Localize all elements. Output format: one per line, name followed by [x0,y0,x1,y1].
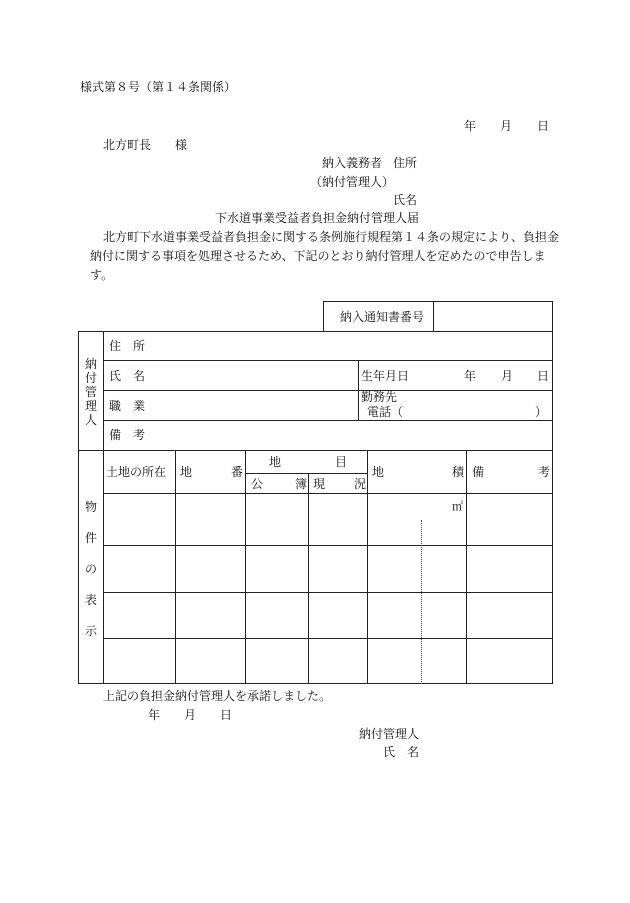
property-cell[interactable] [309,593,366,637]
category-subheader-line [245,473,367,474]
body-line-1: 北方町下水道事業受益者負担金に関する条例施行規程第１４条の規定により、負担金 [103,230,560,244]
col-notes-b: 考 [538,465,551,479]
property-cell[interactable] [467,494,552,544]
col-location: 土地の所在 [106,465,167,479]
col-actual-b: 況 [354,477,367,491]
area-unit: ㎡ [452,500,463,513]
agent-mid-divider [358,360,359,420]
property-label-char: 物 [85,500,98,514]
property-cell[interactable] [467,593,552,637]
agent-label-char: 納 [85,357,98,371]
property-cell[interactable] [467,546,552,591]
property-cell[interactable] [104,593,174,637]
col-lot-a: 地 [180,465,193,479]
property-label-char: 表 [85,593,98,607]
workplace-label: 勤務先 [361,390,398,404]
col-category-a: 地 [269,455,282,469]
property-cell[interactable] [368,494,465,544]
property-cell[interactable] [368,546,465,591]
birthdate-year: 年 [464,369,477,383]
property-cell[interactable] [309,546,366,591]
phone-close: ） [535,405,548,419]
property-label-char: の [85,562,98,576]
consent-text: 上記の負担金納付管理人を承諾しました。 [103,689,332,703]
birthdate-label: 生年月日 [361,369,410,383]
body-line-3: す。 [90,268,114,282]
property-cell[interactable] [176,593,244,637]
occupation-field[interactable] [160,391,356,419]
property-cell[interactable] [246,639,307,683]
property-cell[interactable] [104,546,174,591]
agent-label-char: 人 [85,413,98,427]
footer-agent-label: 納付管理人 [359,727,420,741]
col-registry-b: 簿 [295,477,308,491]
property-label-char: 件 [85,531,98,545]
birthdate-day: 日 [537,369,550,383]
col-lot-b: 番 [231,465,244,479]
property-cell[interactable] [246,593,307,637]
consent-day: 日 [220,708,233,722]
col-area-a: 地 [372,465,385,479]
footer-name-label: 氏 名 [383,745,420,759]
property-cell[interactable] [176,546,244,591]
occupation-label: 職 業 [109,399,146,413]
agent-remarks-label: 備 考 [109,428,146,442]
agent-label-char: 理 [85,399,98,413]
property-cell[interactable] [246,494,307,544]
col-notes-a: 備 [472,465,485,479]
col-area-b: 積 [452,465,465,479]
property-cell[interactable] [368,639,465,683]
property-cell[interactable] [176,639,244,683]
property-cell[interactable] [309,639,366,683]
phone-label: 電話（ [367,405,404,419]
consent-month: 月 [184,708,197,722]
agent-label-char: 管 [85,385,98,399]
property-cell[interactable] [104,639,174,683]
body-line-2: 納付に関する事項を処理させるため、下記のとおり納付管理人を定めたので申告しま [90,249,546,263]
agent-paren-label: （納付管理人） [310,175,395,189]
name-label: 氏名 [393,193,418,207]
date-month: 月 [500,119,513,133]
document-title: 下水道事業受益者負担金納付管理人届 [215,211,420,225]
birthdate-month: 月 [501,369,514,383]
agent-remarks-field[interactable] [160,421,550,449]
property-cell[interactable] [309,494,366,544]
property-cell[interactable] [467,639,552,683]
addressee: 北方町長 様 [103,138,188,152]
date-year: 年 [464,119,477,133]
obligor-label: 納入義務者 [322,156,383,170]
property-label-char: 示 [85,624,98,638]
agent-address-label: 住 所 [109,339,146,353]
section-separator [78,450,553,451]
col-actual-a: 現 [313,477,326,491]
agent-name-field[interactable] [160,361,356,389]
agent-label-char: 付 [85,371,98,385]
col-registry-a: 公 [251,477,264,491]
notice-number-field[interactable] [434,302,552,331]
col-category-b: 目 [335,455,348,469]
consent-year: 年 [148,708,161,722]
address-label: 住所 [393,156,418,170]
agent-name-label: 氏 名 [109,369,146,383]
notice-number-label: 納入通知書番号 [340,310,425,324]
date-day: 日 [537,119,550,133]
property-cell[interactable] [176,494,244,544]
property-cell[interactable] [368,593,465,637]
form-number: 様式第８号（第１４条関係） [80,80,237,94]
property-cell[interactable] [246,546,307,591]
property-cell[interactable] [104,494,174,544]
agent-address-field[interactable] [160,332,550,359]
